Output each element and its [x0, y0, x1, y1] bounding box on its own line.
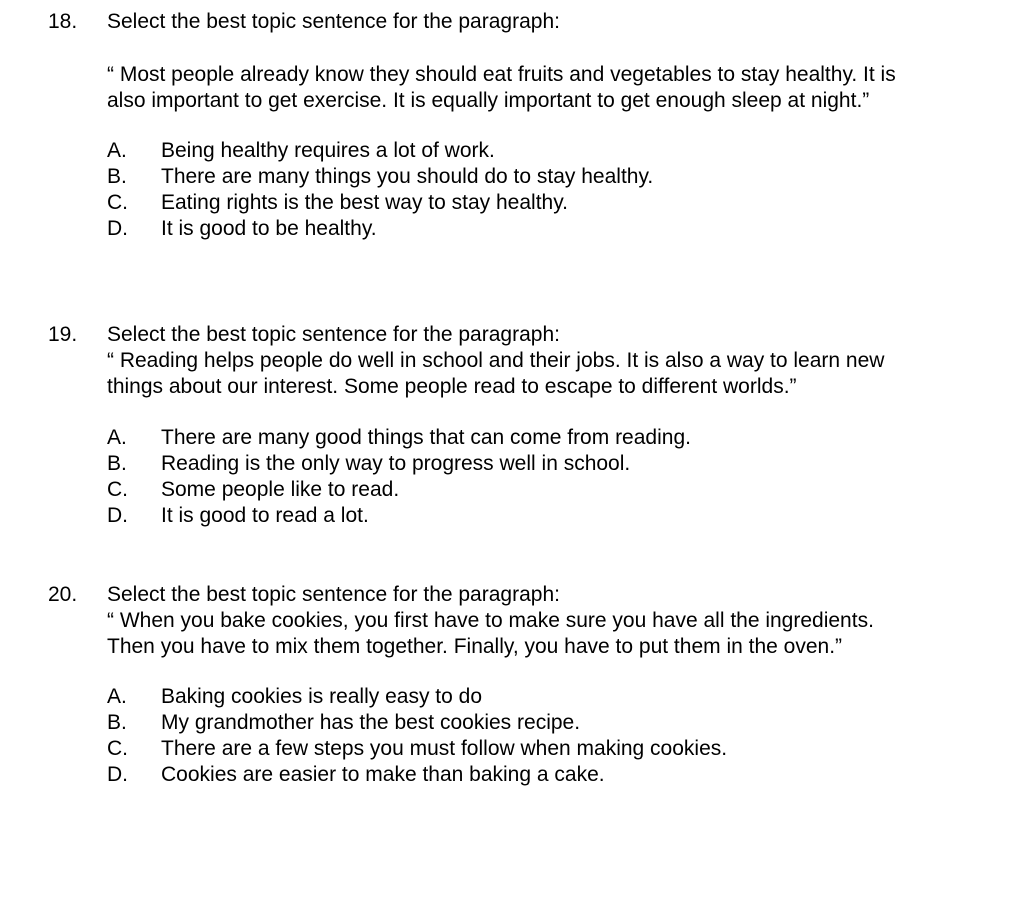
- option-letter: A.: [107, 139, 127, 162]
- question-number: 20.: [48, 583, 78, 606]
- question-prompt: Select the best topic sentence for the paragraph:: [107, 323, 560, 346]
- question-passage: “ Most people already know they should eat fruits and vegetables to stay healthy. It is also important to get exercise. It is equally important to get enough sleep at night.”: [107, 63, 896, 112]
- option-text: There are many things you should do to stay healthy.: [161, 165, 654, 188]
- option-text: It is good to read a lot.: [161, 504, 369, 527]
- option-text: There are many good things that can come from reading.: [161, 426, 691, 449]
- question-prompt: Select the best topic sentence for the paragraph:: [107, 583, 560, 606]
- question-passage: “ When you bake cookies, you first have to make sure you have all the ingredients. Then you have to mix them together. Finally, you have to put them in the oven.”: [107, 609, 874, 658]
- option-text: Some people like to read.: [161, 478, 400, 501]
- option-text: Cookies are easier to make than baking a cake.: [161, 763, 605, 786]
- question-passage: “ Reading helps people do well in school and their jobs. It is also a way to learn new things about our interest. Some people read to escape to different worlds.”: [107, 349, 885, 398]
- option-letter: D.: [107, 217, 128, 240]
- option-letter: A.: [107, 685, 127, 708]
- option-text: My grandmother has the best cookies recipe.: [161, 711, 581, 734]
- option-text: There are a few steps you must follow when making cookies.: [161, 737, 728, 760]
- question-number: 18.: [48, 10, 78, 33]
- option-text: Being healthy requires a lot of work.: [161, 139, 495, 162]
- question-prompt: Select the best topic sentence for the paragraph:: [107, 10, 560, 33]
- option-letter: A.: [107, 426, 127, 449]
- option-letter: C.: [107, 478, 128, 501]
- option-text: Reading is the only way to progress well in school.: [161, 452, 631, 475]
- option-text: Baking cookies is really easy to do: [161, 685, 482, 708]
- option-letter: B.: [107, 711, 127, 734]
- option-letter: B.: [107, 165, 127, 188]
- option-letter: D.: [107, 763, 128, 786]
- option-text: Eating rights is the best way to stay healthy.: [161, 191, 568, 214]
- question-number: 19.: [48, 323, 78, 346]
- option-text: It is good to be healthy.: [161, 217, 377, 240]
- option-letter: D.: [107, 504, 128, 527]
- option-letter: C.: [107, 191, 128, 214]
- option-letter: C.: [107, 737, 128, 760]
- option-letter: B.: [107, 452, 127, 475]
